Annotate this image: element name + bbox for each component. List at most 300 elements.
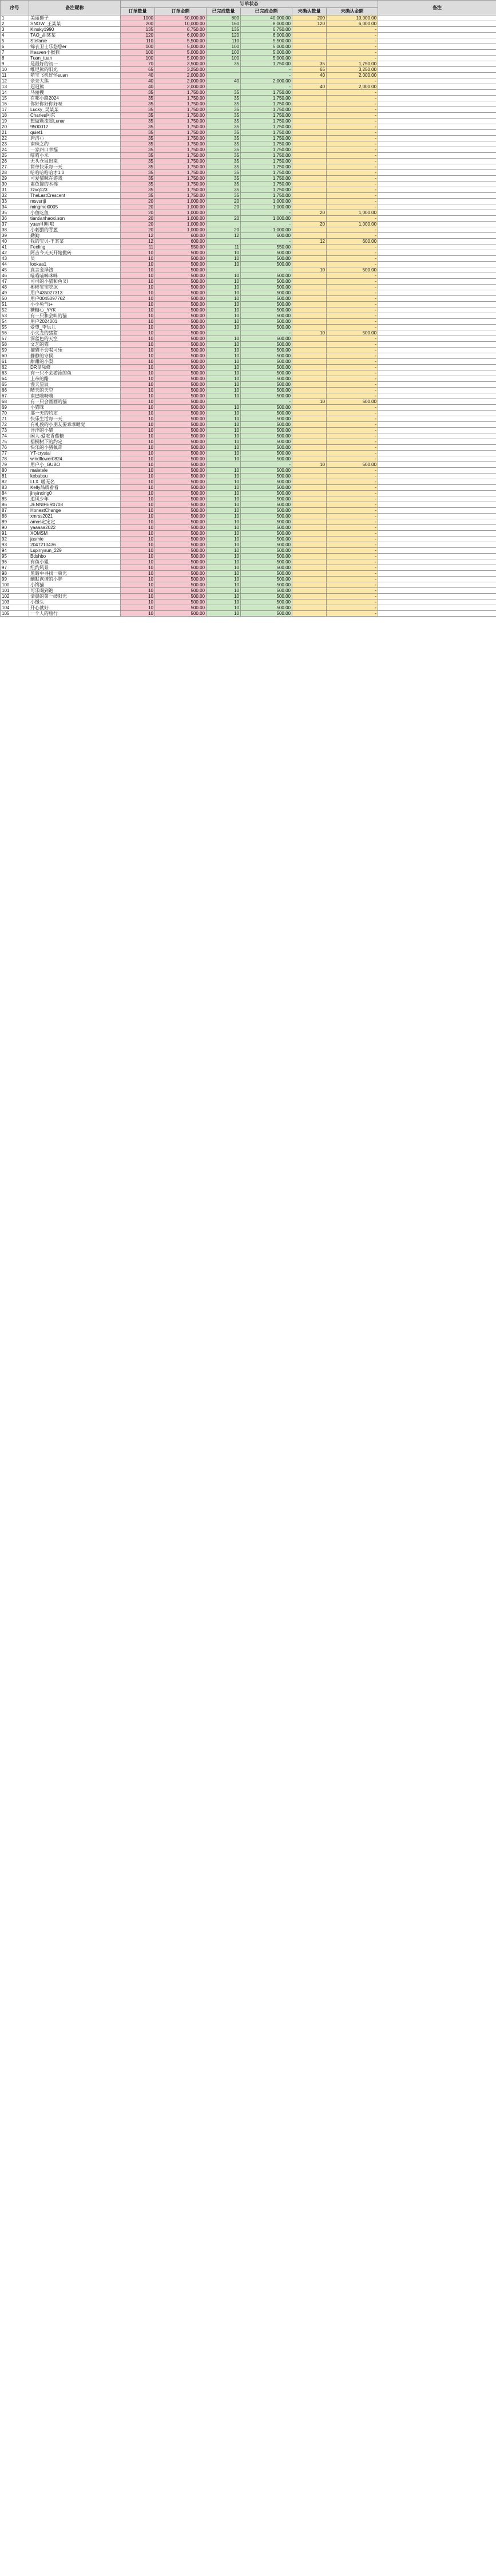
table-row	[1, 519, 496, 525]
cell-ua: -	[327, 433, 378, 439]
cell-i: 70	[1, 411, 29, 416]
cell-ua: -	[327, 445, 378, 451]
cell-uq	[292, 170, 327, 176]
cell-note	[378, 15, 496, 21]
cell-note	[378, 599, 496, 605]
cell-a: 500.00	[155, 571, 207, 577]
cell-a: 500.00	[155, 411, 207, 416]
cell-dq: 160	[207, 21, 241, 27]
cell-note	[378, 336, 496, 342]
cell-q: 20	[121, 199, 155, 204]
cell-q: 11	[121, 244, 155, 250]
cell-uq	[292, 479, 327, 485]
cell-ua: -	[327, 353, 378, 359]
table-row	[1, 267, 496, 273]
table-row	[1, 422, 496, 428]
cell-i: 11	[1, 73, 29, 78]
cell-i: 30	[1, 182, 29, 187]
table-row	[1, 577, 496, 582]
table-row	[1, 21, 496, 27]
cell-i: 32	[1, 193, 29, 199]
cell-a: 1,750.00	[155, 147, 207, 153]
cell-name: 南巴嗨呀嗨	[29, 393, 121, 399]
cell-ua: -	[327, 96, 378, 101]
cell-uq: 12	[292, 239, 327, 244]
cell-note	[378, 290, 496, 296]
table-row	[1, 542, 496, 548]
cell-i: 41	[1, 244, 29, 250]
cell-ua: -	[327, 468, 378, 474]
cell-name: yuan明明哦	[29, 222, 121, 227]
table-row	[1, 548, 496, 554]
cell-q: 10	[121, 456, 155, 462]
cell-i: 25	[1, 153, 29, 159]
cell-dq: 10	[207, 370, 241, 376]
cell-note	[378, 33, 496, 38]
cell-i: 93	[1, 542, 29, 548]
table-row	[1, 433, 496, 439]
cell-ua: -	[327, 485, 378, 491]
cell-dq: 35	[207, 96, 241, 101]
cell-name: 小鱼吃鱼	[29, 210, 121, 216]
cell-i: 33	[1, 199, 29, 204]
cell-i: 7	[1, 50, 29, 56]
cell-q: 10	[121, 559, 155, 565]
cell-note	[378, 273, 496, 279]
cell-a: 3,500.00	[155, 61, 207, 67]
cell-a: 1,750.00	[155, 124, 207, 130]
cell-i: 68	[1, 399, 29, 405]
cell-i: 82	[1, 479, 29, 485]
cell-da: -	[241, 330, 292, 336]
cell-note	[378, 56, 496, 61]
cell-i: 102	[1, 594, 29, 599]
table-row	[1, 388, 496, 393]
cell-da: 8,000.00	[241, 21, 292, 27]
cell-ua: -	[327, 262, 378, 267]
cell-uq	[292, 405, 327, 411]
table-row	[1, 496, 496, 502]
table-row	[1, 159, 496, 164]
cell-q: 10	[121, 296, 155, 302]
table-row	[1, 382, 496, 388]
cell-ua: -	[327, 250, 378, 256]
table-row	[1, 456, 496, 462]
cell-dq: 35	[207, 193, 241, 199]
table-row	[1, 325, 496, 330]
cell-note	[378, 445, 496, 451]
cell-dq	[207, 210, 241, 216]
cell-dq: 35	[207, 147, 241, 153]
cell-ua: -	[327, 502, 378, 508]
cell-a: 1,750.00	[155, 176, 207, 182]
cell-dq: 10	[207, 296, 241, 302]
cell-name: Feeling	[29, 244, 121, 250]
cell-name: JENNIFER0708	[29, 502, 121, 508]
cell-uq	[292, 187, 327, 193]
cell-ua: -	[327, 119, 378, 124]
cell-a: 500.00	[155, 319, 207, 325]
cell-i: 40	[1, 239, 29, 244]
cell-i: 74	[1, 433, 29, 439]
cell-da: 500.00	[241, 536, 292, 542]
cell-ua: -	[327, 456, 378, 462]
cell-name: 2047210436	[29, 542, 121, 548]
cell-a: 600.00	[155, 239, 207, 244]
cell-i: 79	[1, 462, 29, 468]
cell-uq	[292, 113, 327, 119]
cell-ua: 500.00	[327, 267, 378, 273]
cell-note	[378, 84, 496, 90]
cell-dq	[207, 222, 241, 227]
cell-name: 彬彬宝宝吃冰	[29, 285, 121, 290]
cell-i: 39	[1, 233, 29, 239]
cell-note	[378, 187, 496, 193]
cell-q: 10	[121, 519, 155, 525]
cell-da: 1,750.00	[241, 101, 292, 107]
cell-dq: 35	[207, 119, 241, 124]
cell-uq: 10	[292, 267, 327, 273]
cell-uq	[292, 588, 327, 594]
cell-note	[378, 428, 496, 433]
cell-a: 500.00	[155, 325, 207, 330]
cell-da: -	[241, 239, 292, 244]
cell-uq	[292, 33, 327, 38]
cell-dq: 10	[207, 319, 241, 325]
cell-q: 35	[121, 187, 155, 193]
cell-i: 4	[1, 33, 29, 38]
cell-name: 爱望_李远儿	[29, 325, 121, 330]
cell-da: 1,750.00	[241, 153, 292, 159]
cell-note	[378, 124, 496, 130]
cell-q: 10	[121, 382, 155, 388]
cell-note	[378, 262, 496, 267]
cell-da: 500.00	[241, 302, 292, 307]
cell-note	[378, 90, 496, 96]
cell-dq: 10	[207, 491, 241, 496]
cell-name: 用户0045097762	[29, 296, 121, 302]
cell-ua: -	[327, 451, 378, 456]
cell-name: 冠冠熊	[29, 84, 121, 90]
cell-a: 500.00	[155, 422, 207, 428]
table-row	[1, 330, 496, 336]
cell-q: 10	[121, 479, 155, 485]
cell-dq	[207, 399, 241, 405]
cell-name: 喵喵喵咪咪咪	[29, 273, 121, 279]
cell-da: 1,000.00	[241, 216, 292, 222]
cell-da: 500.00	[241, 559, 292, 565]
cell-da: 500.00	[241, 588, 292, 594]
cell-q: 10	[121, 319, 155, 325]
table-row	[1, 365, 496, 370]
cell-ua: -	[327, 279, 378, 285]
cell-dq: 10	[207, 262, 241, 267]
cell-dq: 20	[207, 227, 241, 233]
cell-i: 85	[1, 496, 29, 502]
cell-q: 10	[121, 462, 155, 468]
cell-da: 500.00	[241, 319, 292, 325]
cell-a: 500.00	[155, 433, 207, 439]
cell-i: 50	[1, 296, 29, 302]
cell-da: 500.00	[241, 468, 292, 474]
cell-dq: 10	[207, 285, 241, 290]
cell-i: 95	[1, 554, 29, 559]
table-row	[1, 279, 496, 285]
header-done-qty: 已完成数量	[207, 8, 241, 15]
cell-q: 35	[121, 164, 155, 170]
cell-uq	[292, 302, 327, 307]
cell-uq	[292, 605, 327, 611]
cell-dq: 100	[207, 50, 241, 56]
cell-name: 维尼熊的阳光	[29, 67, 121, 73]
cell-a: 1,750.00	[155, 182, 207, 187]
cell-ua: -	[327, 182, 378, 187]
cell-name: jinyinxing0	[29, 491, 121, 496]
cell-name: 有鱼小姐	[29, 559, 121, 565]
cell-i: 76	[1, 445, 29, 451]
cell-i: 100	[1, 582, 29, 588]
cell-name: 文艺的猫	[29, 342, 121, 348]
cell-note	[378, 508, 496, 514]
cell-i: 103	[1, 599, 29, 605]
cell-da: 1,750.00	[241, 107, 292, 113]
cell-name: msvsrtji	[29, 199, 121, 204]
cell-name: 是最好的初一	[29, 61, 121, 67]
cell-ua: -	[327, 514, 378, 519]
cell-q: 10	[121, 262, 155, 267]
cell-i: 35	[1, 210, 29, 216]
cell-q: 10	[121, 353, 155, 359]
cell-q: 10	[121, 542, 155, 548]
cell-name: YT-crystal	[29, 451, 121, 456]
table-row	[1, 342, 496, 348]
cell-dq: 10	[207, 428, 241, 433]
cell-q: 100	[121, 44, 155, 50]
table-row	[1, 588, 496, 594]
cell-q: 10	[121, 445, 155, 451]
cell-note	[378, 73, 496, 78]
cell-name: 你好你好你好呀	[29, 101, 121, 107]
cell-a: 500.00	[155, 405, 207, 411]
cell-note	[378, 170, 496, 176]
cell-i: 71	[1, 416, 29, 422]
cell-dq	[207, 67, 241, 73]
cell-i: 29	[1, 176, 29, 182]
cell-i: 28	[1, 170, 29, 176]
cell-name: Kelly品质看看	[29, 485, 121, 491]
cell-a: 500.00	[155, 451, 207, 456]
cell-da: -	[241, 73, 292, 78]
cell-dq: 10	[207, 411, 241, 416]
cell-name: 有一只会画画的猫	[29, 399, 121, 405]
table-row	[1, 290, 496, 296]
cell-name: Kinsky1990	[29, 27, 121, 33]
cell-name: amos定定定	[29, 519, 121, 525]
cell-da: 500.00	[241, 405, 292, 411]
cell-ua: -	[327, 187, 378, 193]
cell-note	[378, 611, 496, 617]
cell-dq: 35	[207, 170, 241, 176]
cell-name: 用户435027313	[29, 290, 121, 296]
cell-uq	[292, 514, 327, 519]
cell-q: 10	[121, 279, 155, 285]
cell-i: 53	[1, 313, 29, 319]
cell-da: 500.00	[241, 571, 292, 577]
header-order-qty: 订单数量	[121, 8, 155, 15]
cell-note	[378, 451, 496, 456]
cell-a: 6,750.00	[155, 27, 207, 33]
cell-i: 66	[1, 388, 29, 393]
cell-a: 500.00	[155, 336, 207, 342]
cell-dq: 10	[207, 582, 241, 588]
cell-uq	[292, 199, 327, 204]
cell-ua: -	[327, 319, 378, 325]
cell-q: 10	[121, 582, 155, 588]
cell-da: 5,000.00	[241, 50, 292, 56]
table-row	[1, 502, 496, 508]
cell-uq	[292, 468, 327, 474]
cell-da: -	[241, 210, 292, 216]
table-row	[1, 359, 496, 365]
cell-uq	[292, 153, 327, 159]
cell-uq: 120	[292, 21, 327, 27]
cell-i: 43	[1, 256, 29, 262]
cell-da: -	[241, 67, 292, 73]
cell-ua: 3,250.00	[327, 67, 378, 73]
cell-q: 120	[121, 33, 155, 38]
cell-dq: 10	[207, 519, 241, 525]
table-row	[1, 348, 496, 353]
cell-dq: 35	[207, 90, 241, 96]
table-row	[1, 582, 496, 588]
cell-da: -	[241, 399, 292, 405]
cell-a: 500.00	[155, 611, 207, 617]
cell-i: 12	[1, 78, 29, 84]
cell-q: 35	[121, 141, 155, 147]
cell-name: 锦衣卫士乐悠悠er	[29, 44, 121, 50]
cell-name: 美丽狮子	[29, 15, 121, 21]
cell-a: 500.00	[155, 519, 207, 525]
cell-da: 500.00	[241, 307, 292, 313]
cell-q: 10	[121, 302, 155, 307]
cell-uq	[292, 285, 327, 290]
cell-note	[378, 38, 496, 44]
cell-i: 99	[1, 577, 29, 582]
cell-dq	[207, 462, 241, 468]
cell-q: 35	[121, 107, 155, 113]
cell-note	[378, 382, 496, 388]
cell-q: 10	[121, 273, 155, 279]
cell-note	[378, 525, 496, 531]
cell-uq	[292, 536, 327, 542]
cell-name: 简单快乐每一天	[29, 164, 121, 170]
cell-note	[378, 502, 496, 508]
table-row	[1, 193, 496, 199]
cell-a: 1,750.00	[155, 164, 207, 170]
table-row	[1, 439, 496, 445]
cell-name: 静静的守候	[29, 353, 121, 359]
cell-dq: 10	[207, 588, 241, 594]
cell-name: 开心就好	[29, 605, 121, 611]
cell-q: 35	[121, 153, 155, 159]
cell-a: 500.00	[155, 370, 207, 376]
cell-note	[378, 130, 496, 136]
header-done-amt: 已完成金额	[241, 8, 292, 15]
cell-name: 亲亲大熊	[29, 78, 121, 84]
cell-q: 10	[121, 577, 155, 582]
cell-q: 10	[121, 307, 155, 313]
cell-ua: -	[327, 559, 378, 565]
cell-dq: 10	[207, 468, 241, 474]
cell-a: 1,000.00	[155, 199, 207, 204]
cell-uq	[292, 382, 327, 388]
cell-da: 1,750.00	[241, 170, 292, 176]
table-row	[1, 153, 496, 159]
cell-q: 10	[121, 502, 155, 508]
cell-a: 550.00	[155, 244, 207, 250]
cell-ua: -	[327, 582, 378, 588]
cell-dq	[207, 84, 241, 90]
cell-q: 10	[121, 313, 155, 319]
cell-dq: 10	[207, 571, 241, 577]
cell-ua: -	[327, 159, 378, 164]
cell-i: 44	[1, 262, 29, 267]
cell-uq	[292, 433, 327, 439]
cell-i: 94	[1, 548, 29, 554]
cell-i: 2	[1, 21, 29, 27]
cell-da: 1,750.00	[241, 176, 292, 182]
cell-da: 500.00	[241, 599, 292, 605]
table-row	[1, 416, 496, 422]
cell-uq: 40	[292, 73, 327, 78]
cell-name: mingmei0005	[29, 204, 121, 210]
cell-name: 勤勤	[29, 233, 121, 239]
cell-da: 500.00	[241, 565, 292, 571]
cell-i: 84	[1, 491, 29, 496]
cell-name: 无头仓鼠出来	[29, 159, 121, 164]
table-row	[1, 428, 496, 433]
cell-name: xmrss2021	[29, 514, 121, 519]
table-row	[1, 84, 496, 90]
cell-dq: 10	[207, 479, 241, 485]
cell-dq: 10	[207, 565, 241, 571]
cell-i: 86	[1, 502, 29, 508]
cell-i: 49	[1, 290, 29, 296]
cell-ua: -	[327, 147, 378, 153]
cell-q: 10	[121, 405, 155, 411]
cell-note	[378, 96, 496, 101]
cell-q: 10	[121, 531, 155, 536]
cell-uq	[292, 44, 327, 50]
cell-q: 35	[121, 124, 155, 130]
cell-dq: 100	[207, 56, 241, 61]
cell-ua: -	[327, 474, 378, 479]
cell-uq	[292, 594, 327, 599]
cell-uq	[292, 244, 327, 250]
cell-i: 27	[1, 164, 29, 170]
cell-da: 500.00	[241, 479, 292, 485]
cell-ua: -	[327, 479, 378, 485]
cell-da: 600.00	[241, 233, 292, 239]
cell-i: 101	[1, 588, 29, 594]
cell-i: 72	[1, 422, 29, 428]
table-row	[1, 307, 496, 313]
cell-name: 阿吉今天天开始搬砖	[29, 250, 121, 256]
table-row	[1, 411, 496, 416]
header-index: 序号	[1, 1, 29, 15]
cell-i: 46	[1, 273, 29, 279]
cell-da: 500.00	[241, 531, 292, 536]
